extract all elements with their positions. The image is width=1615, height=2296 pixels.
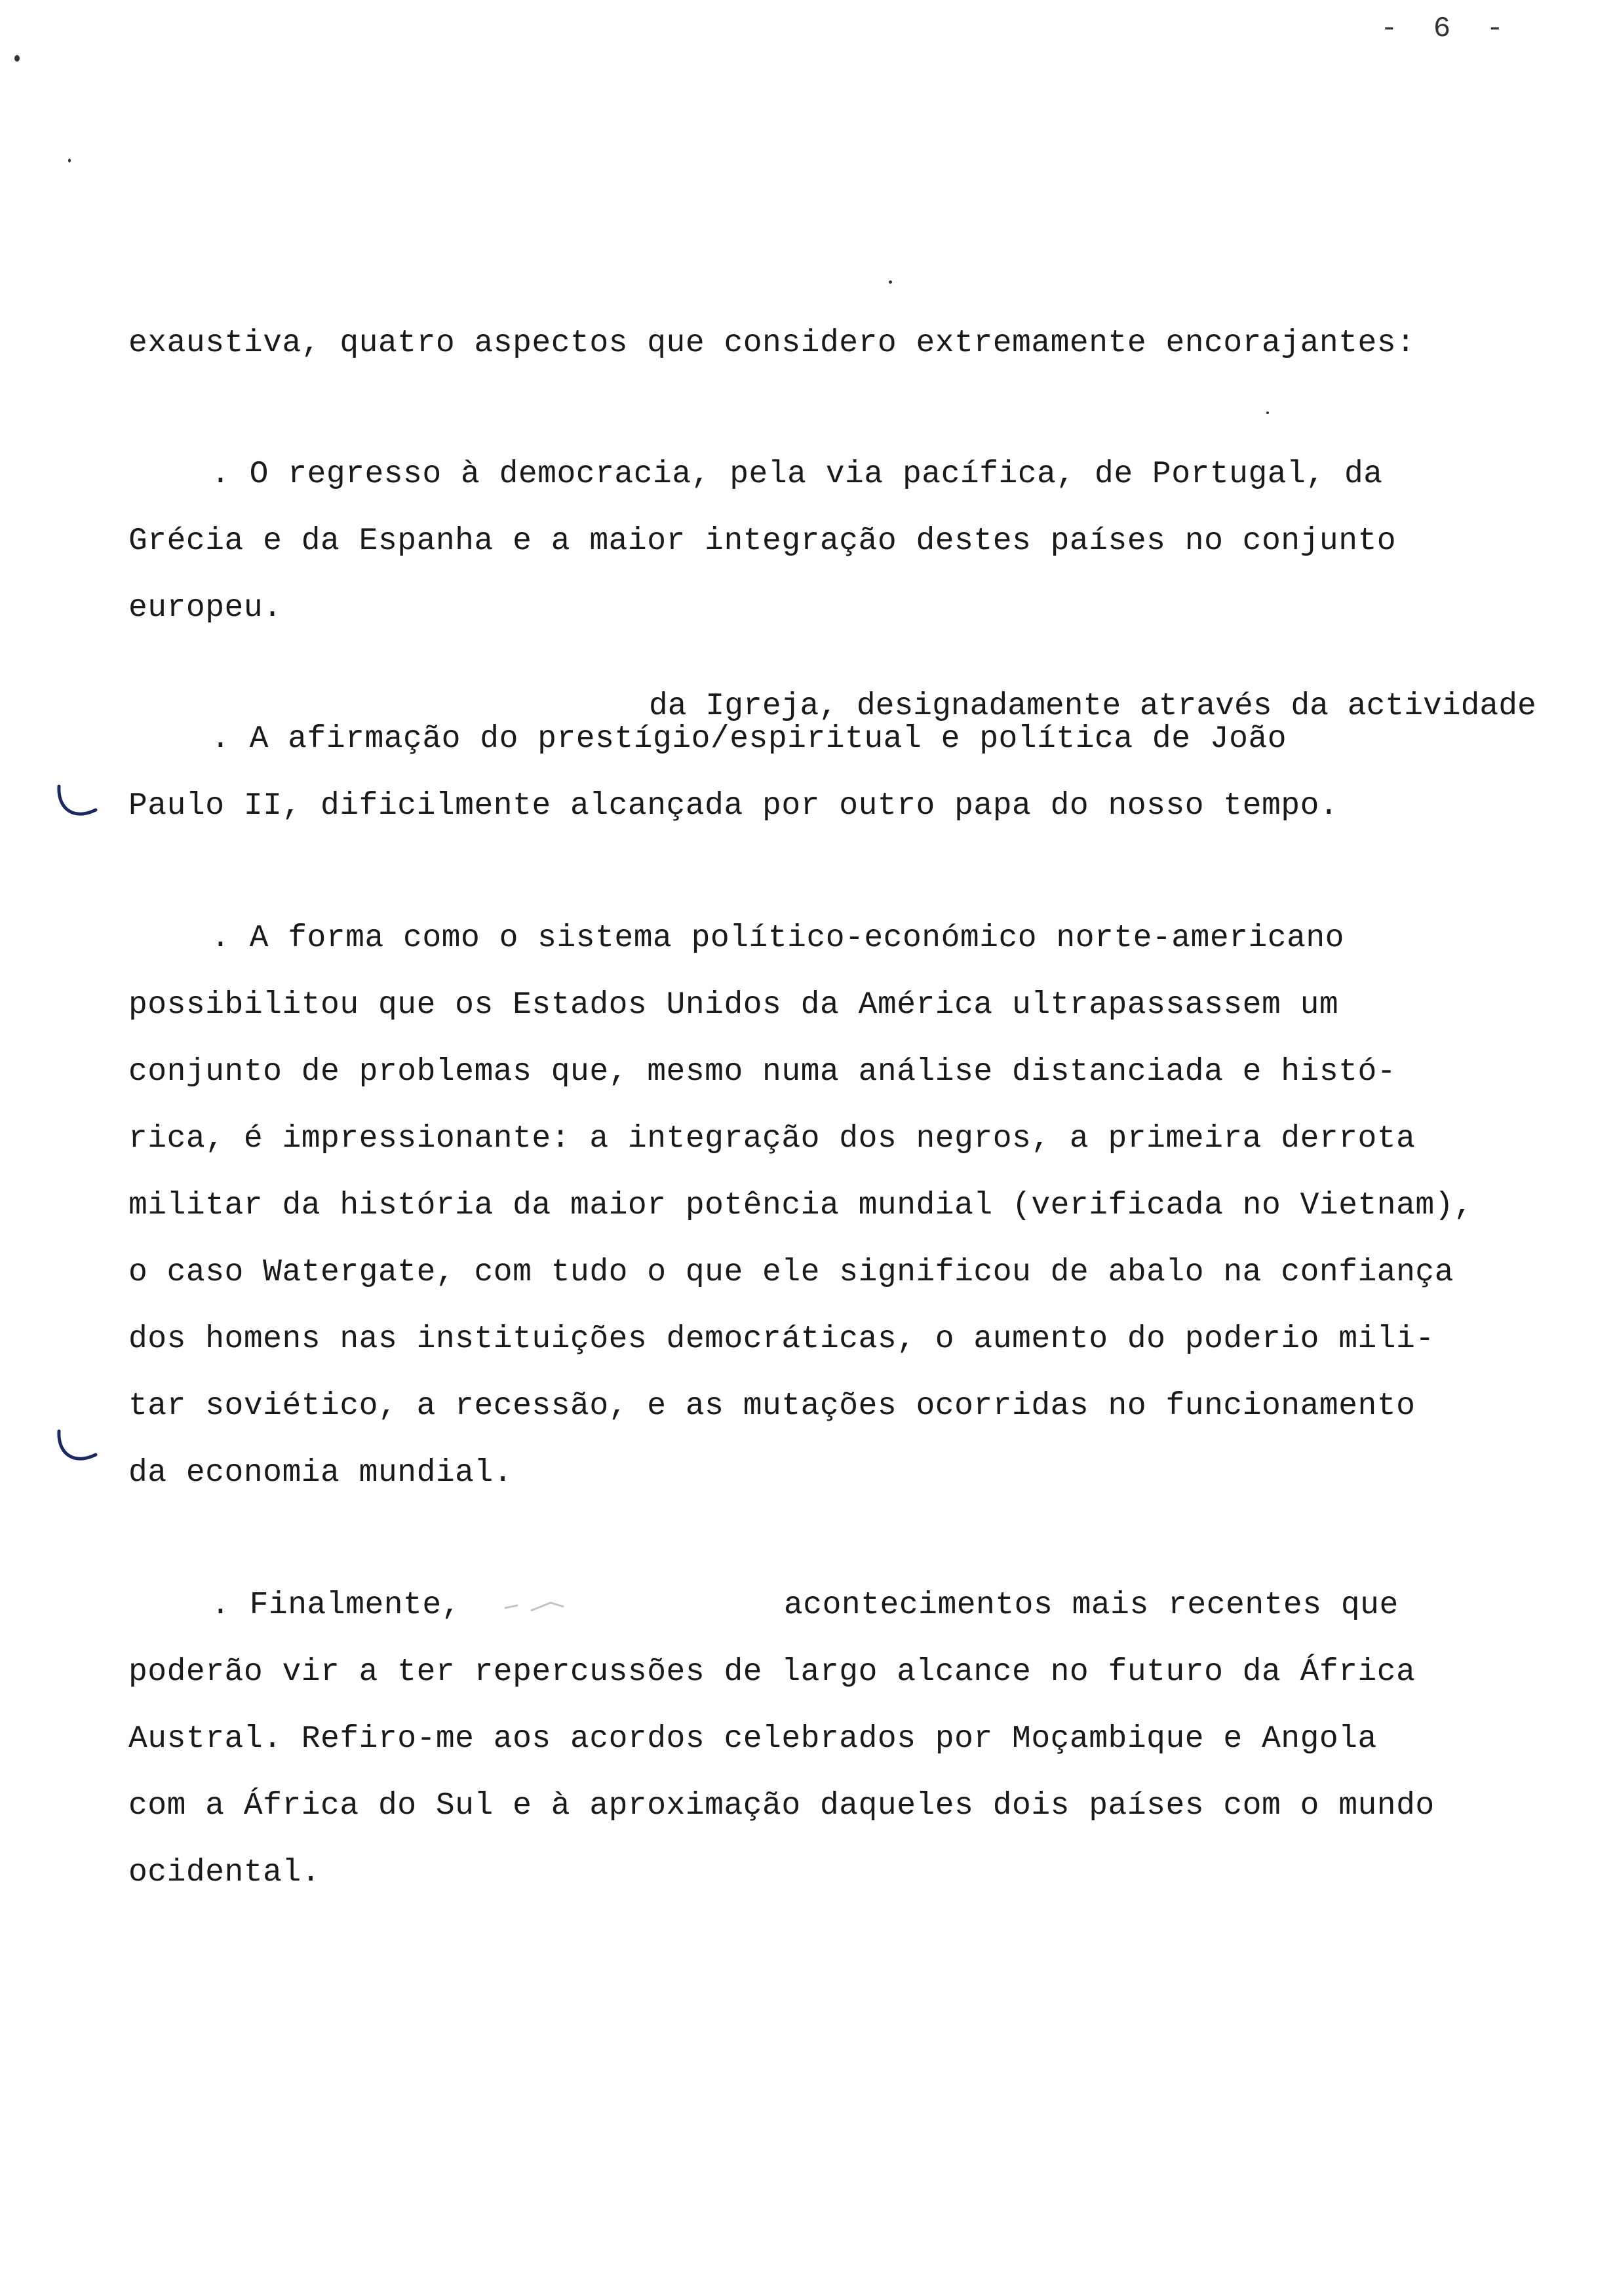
erased-text-mark xyxy=(492,1588,596,1621)
text-line: da economia mundial. xyxy=(128,1455,513,1491)
text-line: Paulo II, dificilmente alcançada por outro papa do nosso tempo. xyxy=(128,788,1339,824)
speck-mark xyxy=(1266,411,1269,414)
text-line: . A forma como o sistema político-económico norte-americano xyxy=(211,921,1344,956)
text-line: possibilitou que os Estados Unidos da América ultrapassassem um xyxy=(128,987,1339,1023)
text-line: exaustiva, quatro aspectos que considero extremamente encorajantes: xyxy=(128,326,1416,361)
speck-mark xyxy=(14,55,20,62)
text-line: dos homens nas instituições democráticas, o aumento do poderio mili- xyxy=(128,1322,1435,1357)
text-line: o caso Watergate, com tudo o que ele significou de abalo na confiança xyxy=(128,1255,1454,1290)
text-line: rica, é impressionante: a integração dos negros, a primeira derrota xyxy=(128,1121,1416,1157)
text-line: conjunto de problemas que, mesmo numa análise distanciada e histó- xyxy=(128,1054,1397,1090)
margin-bracket-mark xyxy=(55,1428,101,1468)
margin-bracket-mark xyxy=(55,784,101,823)
speck-mark xyxy=(68,159,71,163)
text-line: Grécia e da Espanha e a maior integração destes países no conjunto xyxy=(128,524,1397,559)
speck-mark xyxy=(889,280,892,284)
text-line: . Finalmente, xyxy=(211,1588,461,1623)
text-line: . O regresso à democracia, pela via pacífica, de Portugal, da xyxy=(211,457,1383,492)
text-line: militar da história da maior potência mundial (verificada no Vietnam), xyxy=(128,1188,1473,1223)
text-line: . A afirmação do prestígio/espiritual e política de João xyxy=(211,721,1287,757)
page-number: - 6 - xyxy=(1380,12,1513,45)
text-line: com a África do Sul e à aproximação daqueles dois países com o mundo xyxy=(128,1788,1435,1824)
text-line: Austral. Refiro-me aos acordos celebrados por Moçambique e Angola xyxy=(128,1721,1377,1757)
text-line: europeu. xyxy=(128,590,282,626)
text-line: ocidental. xyxy=(128,1855,321,1890)
text-line: poderão vir a ter repercussões de largo alcance no futuro da África xyxy=(128,1655,1416,1690)
text-line: tar soviético, a recessão, e as mutações ocorridas no funcionamento xyxy=(128,1388,1416,1424)
text-line: acontecimentos mais recentes que xyxy=(784,1588,1399,1623)
typed-insertion: da Igreja, designadamente através da actividade xyxy=(649,689,1536,724)
